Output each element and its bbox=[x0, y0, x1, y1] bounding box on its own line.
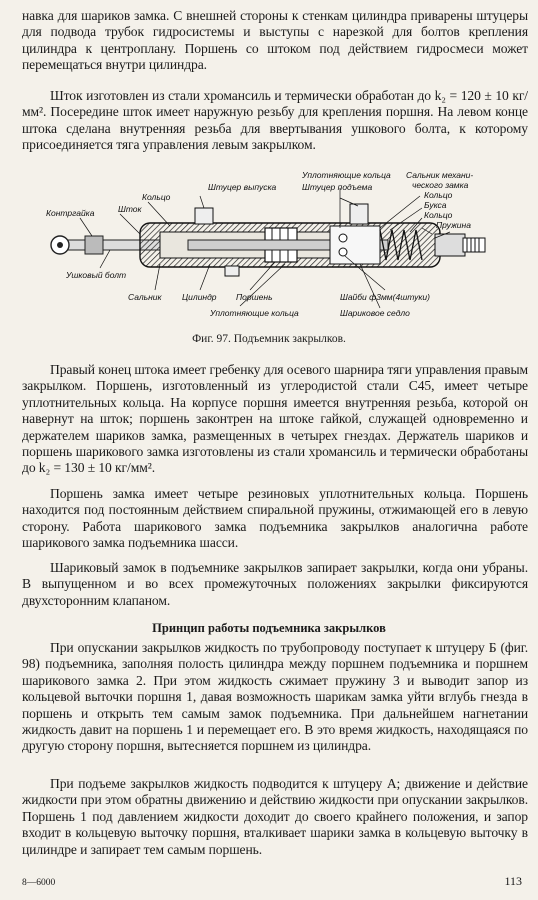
paragraph-5: Шариковый замок в подъемнике закрылков запирает закрылки, когда они убраны. В выпущенном и во всех промежуточных положениях закрылки фиксируются двухсторонним клапаном. bbox=[22, 560, 528, 608]
footer-signature: 8—6000 bbox=[22, 878, 56, 888]
label-salnik-mekh-2: ческого замка bbox=[412, 180, 469, 190]
label-tsilindr: Цилиндр bbox=[182, 292, 217, 302]
label-shtutser-vypuska: Штуцер выпуска bbox=[208, 182, 277, 192]
paragraph-4: Поршень замка имеет четыре резиновых уплотнительных кольца. Поршень находится под постоянным действием спиральной пружины, отжимающей его в левую сторону. Работа шарикового замка подъемника закрылков аналогична работе шарикового замка подъемника шасси. bbox=[22, 486, 528, 551]
paragraph-6: При опускании закрылков жидкость по трубопроводу поступает к штуцеру Б (фиг. 98) подъемника, заполняя полость цилиндра между поршнем подъемника и поршнем шарикового замка 2. При этом жидкость сжимает пружину 3 и выводит запор из кольцевой выточки поршня 1, давая возможность шарикам замка уйти вглубь гнезда в поршень и открыть тем самым замок подъемника. При дальнейшем нагнетании жидкость давит на поршень 1 и перемещает его. В это время жидкость, находящаяся по другую сторону поршня, вытесняется поршнем из цилиндра. bbox=[22, 640, 528, 754]
label-uplot-koltsa-top: Уплотняющие кольца bbox=[302, 170, 391, 180]
label-koltso-top: Кольцо bbox=[142, 192, 171, 202]
label-shtutser-podema: Штуцер подъема bbox=[302, 182, 373, 192]
section-heading: Принцип работы подъемника закрылков bbox=[152, 621, 386, 635]
figure-97-flap-actuator bbox=[40, 168, 490, 328]
label-buksa: Букса bbox=[424, 200, 447, 210]
label-salnik-mekh-1: Сальник механи- bbox=[406, 170, 474, 180]
page-number: 113 bbox=[504, 874, 522, 888]
label-shaybi: Шайби ф3мм(4штуки) bbox=[340, 292, 430, 302]
label-uplot-koltsa-bottom: Уплотняющие кольца bbox=[210, 308, 299, 318]
label-ushkovy-bolt: Ушковый болт bbox=[66, 270, 127, 280]
label-koltso-right: Кольцо bbox=[424, 190, 453, 200]
label-shtok: Шток bbox=[118, 204, 142, 214]
label-porshen: Поршень bbox=[236, 292, 273, 302]
label-sharikovoe-sedlo: Шариковое седло bbox=[340, 308, 410, 318]
label-koltso-right2: Кольцо bbox=[424, 210, 453, 220]
label-pruzhina: Пружина bbox=[436, 220, 471, 230]
paragraph-1: навка для шариков замка. С внешней стороны к стенкам цилиндра приварены штуцеры для подвода трубок гидросистемы и выступы с нарезкой для болтов крепления цилиндра к центроплану. Поршень со штоком под действием гидросмеси может перемещаться внутри цилиндра. bbox=[22, 8, 528, 73]
actuator-drawing bbox=[40, 168, 490, 328]
paragraph-3: Правый конец штока имеет гребенку для осевого шарнира тяги управления правым закрылком. Поршень, изготовленный из углеродистой стали С45, имеет четыре уплотнительных кольца. На корпусе поршня имеется внутренняя резьба, которой он навернут на шток; поршень законтрен на штоке гайкой, служащей одновременно и держателем шариков замка, размещенных в четырех гнездах. Держатель шариков и поршень шарикового замка изготовлены из стали хромансиль и термически обработаны до k₂ = 130 ± 10 кг/мм². bbox=[22, 362, 528, 476]
paragraph-7: При подъеме закрылков жидкость подводится к штуцеру А; движение и действие жидкости при этом обратны движению и действию жидкости при опускании закрылков. Поршень 1 под давлением жидкости доходит до своего крайнего положения, и запор входит в кольцевую выточку поршня, вталкивает шарики замка в кольцевую выточку в цилиндре и запирает тем самым поршень. bbox=[22, 776, 528, 857]
label-kontrgayka: Контргайка bbox=[46, 208, 95, 218]
paragraph-2: Шток изготовлен из стали хромансиль и термически обработан до k₂ = 120 ± 10 кг/мм². Посередине шток имеет наружную резьбу для крепления поршня. На левом конце штока сделана внутренняя резьба для ввертывания ушкового болта, к которому присоединяется тяга управления левым закрылком. bbox=[22, 88, 528, 153]
label-salnik-left: Сальник bbox=[128, 292, 162, 302]
figure-caption: Фиг. 97. Подъемник закрылков. bbox=[192, 333, 346, 345]
